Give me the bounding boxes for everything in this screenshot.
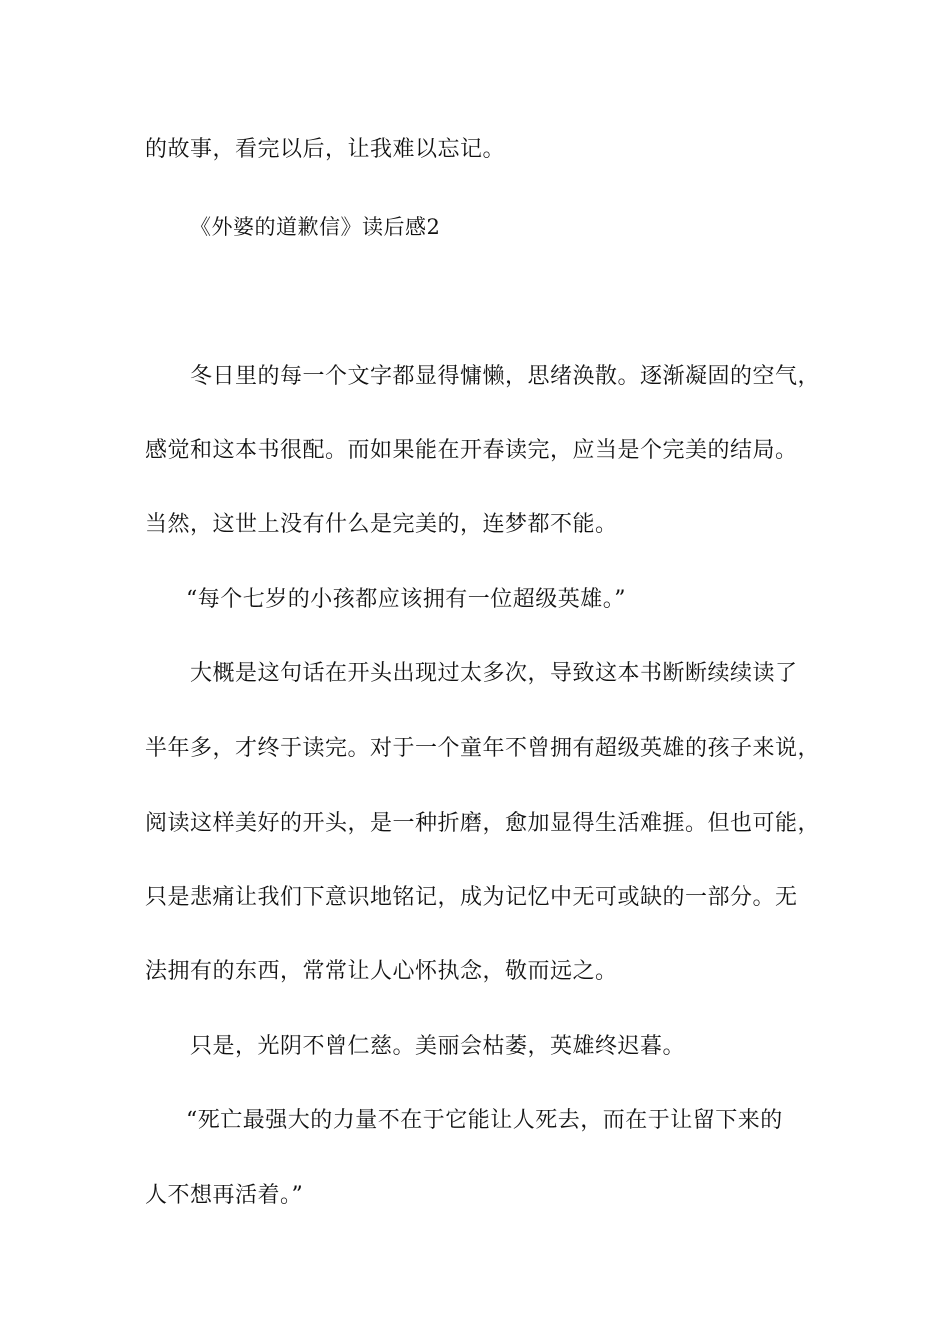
quote-line: 人不想再活着。” bbox=[145, 1183, 304, 1208]
paragraph-line: 法拥有的东西，常常让人心怀执念，敬而远之。 bbox=[145, 959, 618, 984]
paragraph-line: 半年多，才终于读完。对于一个童年不曾拥有超级英雄的孩子来说， bbox=[145, 736, 821, 761]
paragraph-line: 只是，光阴不曾仁慈。美丽会枯萎，英雄终迟暮。 bbox=[190, 1034, 686, 1059]
paragraph-line: 的故事，看完以后，让我难以忘记。 bbox=[145, 137, 506, 162]
paragraph-line: 感觉和这本书很配。而如果能在开春读完，应当是个完美的结局。 bbox=[145, 438, 798, 463]
paragraph-line: 当然，这世上没有什么是完美的，连梦都不能。 bbox=[145, 512, 618, 537]
paragraph-line: 冬日里的每一个文字都显得慵懒，思绪涣散。逐渐凝固的空气， bbox=[190, 364, 821, 389]
section-heading: 《外婆的道歉信》读后感2 bbox=[190, 215, 441, 239]
paragraph-line: 阅读这样美好的开头，是一种折磨，愈加显得生活难捱。但也可能， bbox=[145, 811, 821, 836]
quote-line: “死亡最强大的力量不在于它能让人死去，而在于让留下来的 bbox=[186, 1108, 783, 1133]
paragraph-line: 只是悲痛让我们下意识地铭记，成为记忆中无可或缺的一部分。无 bbox=[145, 885, 798, 910]
quote-line: “每个七岁的小孩都应该拥有一位超级英雄。” bbox=[186, 587, 626, 612]
paragraph-line: 大概是这句话在开头出现过太多次，导致这本书断断续续读了 bbox=[190, 661, 798, 686]
